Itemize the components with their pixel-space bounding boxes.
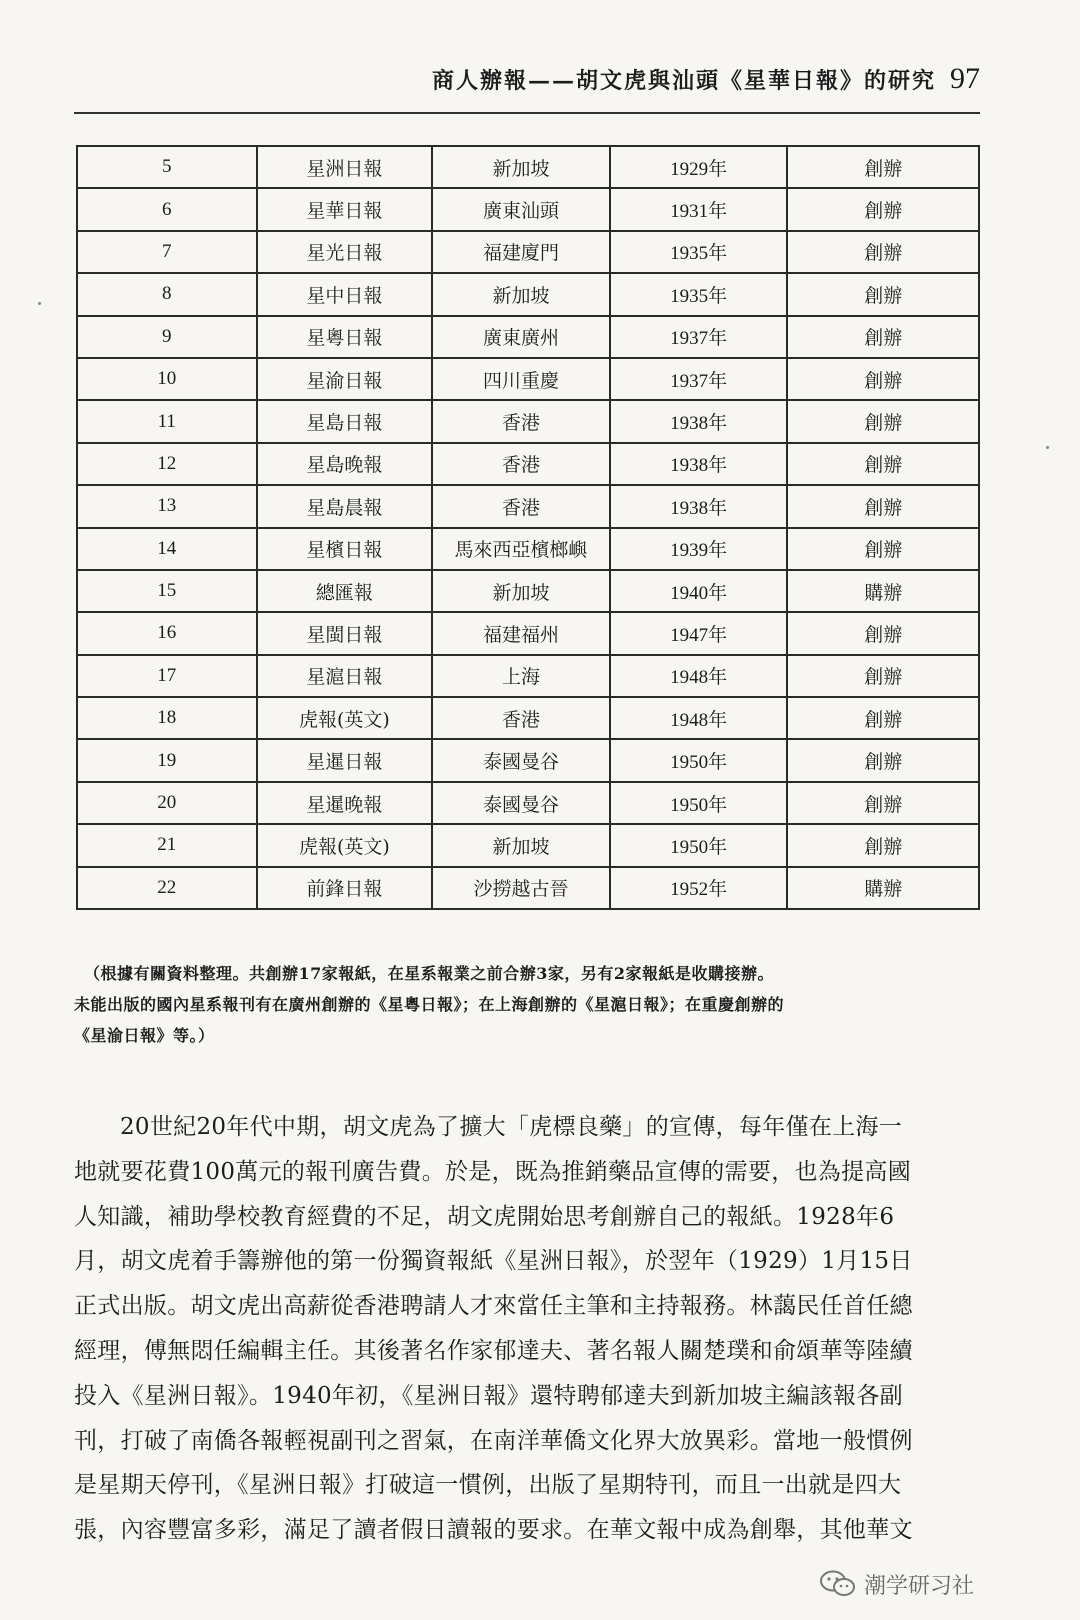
table-row — [77, 485, 979, 527]
newspaper-name-cell: 星渝日報 — [257, 358, 433, 400]
year-cell: 1938年 — [610, 485, 788, 527]
status-cell: 創辦 — [787, 443, 979, 485]
newspaper-name-cell: 星華日報 — [257, 188, 433, 230]
body-line: 地就要花費100萬元的報刊廣告費。於是，既為推銷藥品宣傳的需要，也為提高國 — [74, 1158, 911, 1185]
row-number-cell: 6 — [77, 188, 257, 230]
location-cell: 廣東廣州 — [432, 316, 610, 358]
header-rule — [74, 112, 980, 114]
body-line: 20世紀20年代中期，胡文虎為了擴大「虎標良藥」的宣傳，每年僅在上海一 — [120, 1114, 903, 1140]
status-cell: 購辦 — [787, 570, 979, 612]
status-cell: 創辦 — [787, 739, 979, 781]
body-line: 月，胡文虎着手籌辦他的第一份獨資報紙《星洲日報》，於翌年（1929）1月15日 — [74, 1248, 913, 1275]
newspaper-name-cell: 虎報(英文) — [257, 824, 433, 866]
newspaper-table — [76, 145, 980, 910]
body-line: 正式出版。胡文虎出高薪從香港聘請人才來當任主筆和主持報務。林藹民任首任總 — [74, 1293, 913, 1320]
location-cell: 新加坡 — [432, 570, 610, 612]
location-cell: 廣東汕頭 — [432, 188, 610, 230]
note-line: 未能出版的國內星系報刊有在廣州創辦的《星粵日報》；在上海創辦的《星滬日報》；在重慶創辦的 — [74, 995, 785, 1014]
newspaper-name-cell: 總匯報 — [257, 570, 433, 612]
location-cell: 香港 — [432, 485, 610, 527]
table-row — [77, 612, 979, 654]
wechat-icon — [818, 1569, 858, 1599]
row-number-cell: 13 — [77, 485, 257, 527]
year-cell: 1937年 — [610, 358, 788, 400]
location-cell: 福建福州 — [432, 612, 610, 654]
table-row — [77, 570, 979, 612]
newspaper-name-cell: 星粵日報 — [257, 316, 433, 358]
status-cell: 創辦 — [787, 528, 979, 570]
year-cell: 1935年 — [610, 273, 788, 315]
location-cell: 香港 — [432, 443, 610, 485]
running-title: 商人辦報——胡文虎與汕頭《星華日報》的研究 — [431, 68, 936, 94]
running-header — [430, 62, 980, 102]
row-number-cell: 14 — [77, 528, 257, 570]
status-cell: 創辦 — [787, 273, 979, 315]
year-cell: 1950年 — [610, 739, 788, 781]
row-number-cell: 22 — [77, 867, 257, 909]
table-row — [77, 400, 979, 442]
row-number-cell: 18 — [77, 697, 257, 739]
newspaper-name-cell: 星光日報 — [257, 231, 433, 273]
watermark-text: 潮学研习社 — [864, 1573, 975, 1599]
row-number-cell: 17 — [77, 655, 257, 697]
year-cell: 1948年 — [610, 655, 788, 697]
status-cell: 創辦 — [787, 782, 979, 824]
row-number-cell: 7 — [77, 231, 257, 273]
table-row — [77, 188, 979, 230]
location-cell: 新加坡 — [432, 273, 610, 315]
status-cell: 創辦 — [787, 655, 979, 697]
year-cell: 1929年 — [610, 146, 788, 188]
year-cell: 1938年 — [610, 400, 788, 442]
row-number-cell: 16 — [77, 612, 257, 654]
table-row — [77, 231, 979, 273]
table-row — [77, 782, 979, 824]
table-source-note — [74, 958, 980, 1051]
newspaper-name-cell: 星檳日報 — [257, 528, 433, 570]
watermark — [812, 1564, 980, 1604]
body-line: 投入《星洲日報》。1940年初，《星洲日報》還特聘郁達夫到新加坡主編該報各副 — [74, 1382, 903, 1409]
location-cell: 沙撈越古晉 — [432, 867, 610, 909]
row-number-cell: 12 — [77, 443, 257, 485]
table-row — [77, 739, 979, 781]
year-cell: 1940年 — [610, 570, 788, 612]
year-cell: 1931年 — [610, 188, 788, 230]
status-cell: 創辦 — [787, 400, 979, 442]
year-cell: 1952年 — [610, 867, 788, 909]
newspaper-name-cell: 前鋒日報 — [257, 867, 433, 909]
row-number-cell: 15 — [77, 570, 257, 612]
year-cell: 1948年 — [610, 697, 788, 739]
newspaper-name-cell: 星島日報 — [257, 400, 433, 442]
year-cell: 1950年 — [610, 782, 788, 824]
body-line: 人知識，補助學校教育經費的不足，胡文虎開始思考創辦自己的報紙。1928年6 — [74, 1203, 895, 1230]
location-cell: 四川重慶 — [432, 358, 610, 400]
scan-speck — [1046, 446, 1049, 449]
status-cell: 創辦 — [787, 231, 979, 273]
location-cell: 福建廈門 — [432, 231, 610, 273]
table-row — [77, 273, 979, 315]
status-cell: 創辦 — [787, 485, 979, 527]
newspaper-name-cell: 星島晨報 — [257, 485, 433, 527]
location-cell: 馬來西亞檳榔嶼 — [432, 528, 610, 570]
table-row — [77, 358, 979, 400]
status-cell: 創辦 — [787, 316, 979, 358]
newspaper-name-cell: 星閩日報 — [257, 612, 433, 654]
status-cell: 購辦 — [787, 867, 979, 909]
row-number-cell: 19 — [77, 739, 257, 781]
status-cell: 創辦 — [787, 146, 979, 188]
year-cell: 1947年 — [610, 612, 788, 654]
scan-speck — [38, 302, 41, 305]
body-line: 張，內容豐富多彩，滿足了讀者假日讀報的要求。在華文報中成為創舉，其他華文 — [74, 1517, 913, 1544]
body-line: 刊，打破了南僑各報輕視副刊之習氣，在南洋華僑文化界大放異彩。當地一般慣例 — [74, 1427, 913, 1454]
body-line: 經理，傅無悶任編輯主任。其後著名作家郁達夫、著名報人關楚璞和俞頌華等陸續 — [74, 1337, 913, 1364]
table-row — [77, 528, 979, 570]
year-cell: 1950年 — [610, 824, 788, 866]
row-number-cell: 21 — [77, 824, 257, 866]
body-line: 是星期天停刊，《星洲日報》打破這一慣例，出版了星期特刊，而且一出就是四大 — [74, 1472, 902, 1499]
table-row — [77, 824, 979, 866]
location-cell: 泰國曼谷 — [432, 782, 610, 824]
table-row — [77, 697, 979, 739]
status-cell: 創辦 — [787, 824, 979, 866]
year-cell: 1937年 — [610, 316, 788, 358]
newspaper-name-cell: 星島晚報 — [257, 443, 433, 485]
location-cell: 泰國曼谷 — [432, 739, 610, 781]
newspaper-name-cell: 星中日報 — [257, 273, 433, 315]
note-line: 《星渝日報》等。） — [74, 1026, 215, 1045]
row-number-cell: 8 — [77, 273, 257, 315]
newspaper-name-cell: 星滬日報 — [257, 655, 433, 697]
location-cell: 新加坡 — [432, 824, 610, 866]
table-row — [77, 146, 979, 188]
status-cell: 創辦 — [787, 612, 979, 654]
newspaper-name-cell: 星暹晚報 — [257, 782, 433, 824]
status-cell: 創辦 — [787, 697, 979, 739]
row-number-cell: 11 — [77, 400, 257, 442]
row-number-cell: 5 — [77, 146, 257, 188]
newspaper-name-cell: 虎報(英文) — [257, 697, 433, 739]
location-cell: 香港 — [432, 400, 610, 442]
newspaper-name-cell: 星暹日報 — [257, 739, 433, 781]
page-number: 97 — [950, 62, 980, 95]
year-cell: 1938年 — [610, 443, 788, 485]
row-number-cell: 9 — [77, 316, 257, 358]
year-cell: 1939年 — [610, 528, 788, 570]
status-cell: 創辦 — [787, 358, 979, 400]
status-cell: 創辦 — [787, 188, 979, 230]
table-body — [77, 146, 979, 909]
table-row — [77, 655, 979, 697]
table-row — [77, 316, 979, 358]
location-cell: 新加坡 — [432, 146, 610, 188]
note-line: （根據有關資料整理。共創辦17家報紙，在星系報業之前合辦3家，另有2家報紙是收購接辦。 — [84, 964, 775, 983]
table-row — [77, 867, 979, 909]
row-number-cell: 10 — [77, 358, 257, 400]
body-paragraph — [74, 1105, 980, 1553]
table-row — [77, 443, 979, 485]
row-number-cell: 20 — [77, 782, 257, 824]
location-cell: 上海 — [432, 655, 610, 697]
location-cell: 香港 — [432, 697, 610, 739]
year-cell: 1935年 — [610, 231, 788, 273]
newspaper-name-cell: 星洲日報 — [257, 146, 433, 188]
